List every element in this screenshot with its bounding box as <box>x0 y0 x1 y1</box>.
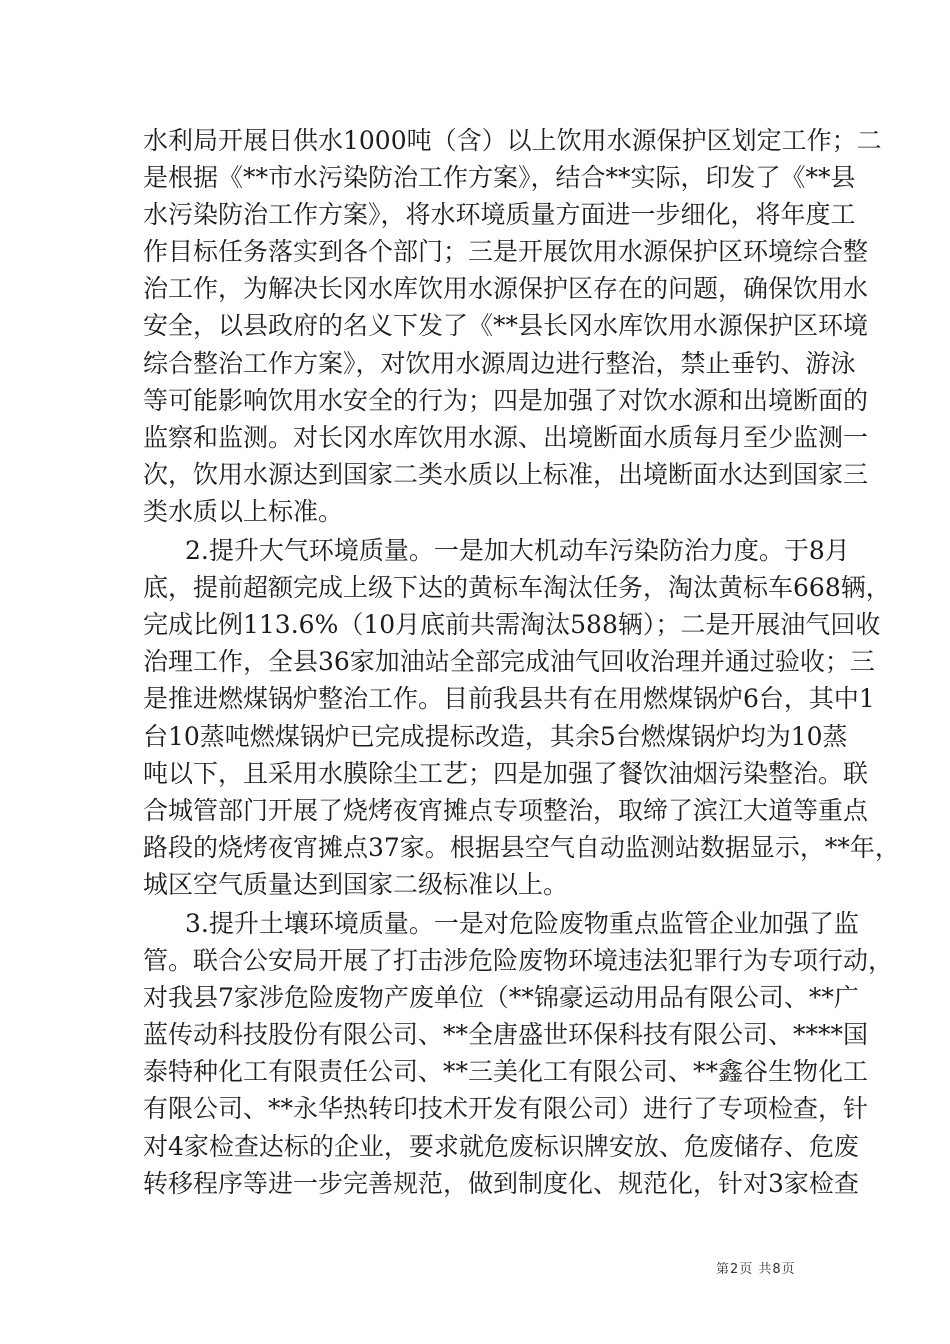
text-line: 对我县7家涉危险废物产废单位（**锦豪运动用品有限公司、**广 <box>143 983 859 1013</box>
text-line: 吨以下，且采用水膜除尘工艺；四是加强了餐饮油烟污染整治。联 <box>143 758 869 788</box>
text-line: 台10蒸吨燃煤锅炉已完成提标改造，其余5台燃煤锅炉均为10蒸 <box>143 721 848 751</box>
text-line: 底，提前超额完成上级下达的黄标车淘汰任务，淘汰黄标车668辆， <box>143 573 891 603</box>
text-line: 水污染防治工作方案》，将水环境质量方面进一步细化，将年度工 <box>143 200 856 230</box>
text-line: 治工作，为解决长冈水库饮用水源保护区存在的问题，确保饮用水 <box>143 274 869 304</box>
text-line: 等可能影响饮用水安全的行为；四是加强了对饮水源和出境断面的 <box>143 385 869 415</box>
text-line: 安全，以县政府的名义下发了《**县长冈水库饮用水源保护区环境 <box>143 311 869 341</box>
text-line: 完成比例113.6%（10月底前共需淘汰588辆）；二是开展油气回收 <box>143 610 881 640</box>
text-line: 次，饮用水源达到国家二类水质以上标准，出境断面水达到国家三 <box>143 459 869 489</box>
text-line: 路段的烧烤夜宵摊点37家。根据县空气自动监测站数据显示，**年， <box>143 832 900 862</box>
paragraph <box>143 122 882 530</box>
page-number: 第2页 共8页 <box>716 1262 796 1277</box>
text-line: 类水质以上标准。 <box>143 496 344 526</box>
text-line: 有限公司、**永华热转印技术开发有限公司）进行了专项检查，针 <box>143 1094 869 1124</box>
text-line: 2.提升大气环境质量。一是加大机动车污染防治力度。于8月 <box>185 536 850 566</box>
paragraph <box>143 532 900 903</box>
text-line: 是根据《**市水污染防治工作方案》，结合**实际，印发了《**县 <box>143 163 856 193</box>
text-line: 治理工作，全县36家加油站全部完成油气回收治理并通过验收；三 <box>143 647 875 677</box>
document-body <box>143 122 900 1202</box>
text-line: 合城管部门开展了烧烤夜宵摊点专项整治，取缔了滨江大道等重点 <box>143 795 869 825</box>
text-line: 城区空气质量达到国家二级标准以上。 <box>143 869 569 899</box>
text-line: 泰特种化工有限责任公司、**三美化工有限公司、**鑫谷生物化工 <box>143 1057 869 1087</box>
text-line: 是推进燃煤锅炉整治工作。目前我县共有在用燃煤锅炉6台，其中1 <box>143 684 875 714</box>
text-line: 3.提升土壤环境质量。一是对危险废物重点监管企业加强了监 <box>185 908 859 938</box>
text-line: 管。联合公安局开展了打击涉危险废物环境违法犯罪行为专项行动， <box>143 946 894 976</box>
text-line: 蓝传动科技股份有限公司、**全唐盛世环保科技有限公司、****国 <box>143 1020 869 1050</box>
text-line: 对4家检查达标的企业，要求就危废标识牌安放、危废储存、危废 <box>143 1131 859 1161</box>
paragraph <box>143 905 894 1202</box>
text-line: 转移程序等进一步完善规范，做到制度化、规范化，针对3家检查 <box>143 1168 859 1198</box>
text-line: 水利局开展日供水1000吨（含）以上饮用水源保护区划定工作；二 <box>143 126 882 155</box>
text-line: 综合整治工作方案》，对饮用水源周边进行整治，禁止垂钓、游泳 <box>143 348 856 378</box>
text-line: 监察和监测。对长冈水库饮用水源、出境断面水质每月至少监测一 <box>143 422 869 452</box>
text-line: 作目标任务落实到各个部门；三是开展饮用水源保护区环境综合整 <box>143 237 869 267</box>
